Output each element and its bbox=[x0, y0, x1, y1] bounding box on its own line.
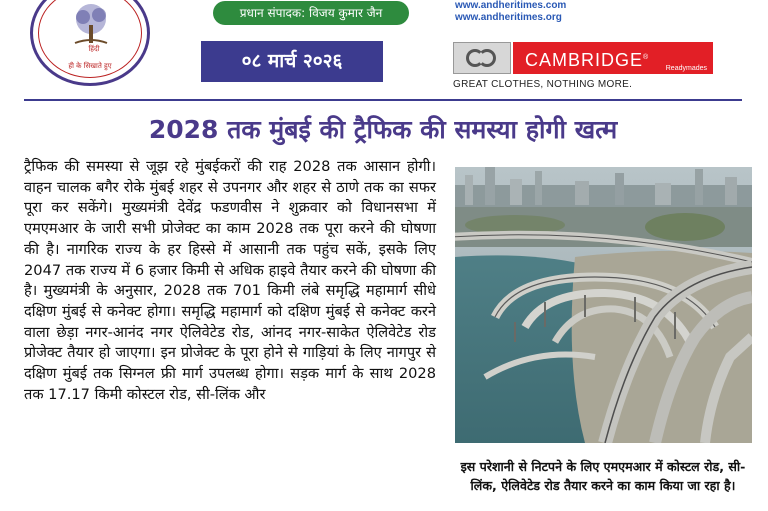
header-divider bbox=[24, 99, 742, 101]
article-headline: 2028 तक मुंबई की ट्रैफिक की समस्या होगी खत्म bbox=[148, 115, 618, 144]
logo-ring-text: ही के सिखाते हुए bbox=[68, 62, 112, 70]
article-body: ट्रैफिक की समस्या से जूझ रहे मुंबईकरों की राह 2028 तक आसान होगी। वाहन चालक बगैर रोके मुंबई शहर से उपनगर और शहर से ठाणे तक का सफर पूरा कर सकेंगे। मुख्यमंत्री देवेंद्र फडणवीस ने शुक्रवार को विधानसभा में एमएमआर के जारी सभी प्रोजेक्ट का काम 2028 तक पूरा करने की घोषणा की है। नागरिक राज्य के हर हिस्से में आसानी तक पहुंच सकें, इसके लिए 2047 तक राज्य में 6 हजार किमी से अधिक हाइवे तैयार करने की घोषणा की है। मुख्यमंत्री के अनुसार, 2028 तक 701 किमी लंबे समृद्धि महामार्ग सीधे दक्षिण मुंबई से कनेक्ट होगा। समृद्धि महामार्ग को दक्षिण मुंबई से कनेक्ट करने वाला छेड़ा नगर-आनंद नगर ऐलिवेटेड रोड, आंनद नगर-साकेत ऐलिवेटेड रोड प्रोजेक्ट तैयार हो जाएगा। इन प्रोजेक्ट के पूरा होने से गाड़ियां के लिए नागपुर से दक्षिण मुंबई तक सिग्नल फ्री मार्ग उपलब्ध होगा। सड़क मार्ग के साथ 2028 तक 17.17 किमी कोस्टल रोड, सी-लिंक और bbox=[24, 158, 436, 403]
website-link-com[interactable]: www.andheritimes.com bbox=[455, 0, 567, 11]
chief-editor-label: प्रधान संपादक: विजय कुमार जैन bbox=[213, 1, 409, 25]
tree-icon bbox=[71, 3, 111, 47]
ad-tagline: GREAT CLOTHES, NOTHING MORE. bbox=[453, 79, 633, 90]
cambridge-advertisement[interactable] bbox=[453, 40, 713, 90]
ad-brand-sub: Readymades bbox=[665, 65, 707, 72]
issue-date: ०८ मार्च २०२६ bbox=[201, 41, 383, 82]
article-photo-elevated-road bbox=[455, 167, 752, 443]
ad-brand: CAMBRIDGE® Readymades bbox=[513, 42, 713, 74]
masthead-logo bbox=[30, 0, 150, 86]
photo-caption: इस परेशानी से निटपने के लिए एमएमआर में कोस्टल रोड, सी-लिंक, ऐलिवेटेड रोड तैयार करने का काम किया जा रहा है। bbox=[460, 459, 746, 493]
ad-brand-name: CAMBRIDGE bbox=[525, 50, 644, 70]
flyover-aerial-image bbox=[455, 167, 752, 443]
website-link-org[interactable]: www.andheritimes.org bbox=[455, 12, 562, 23]
cambridge-logo-icon bbox=[453, 42, 511, 74]
logo-text: हिंदी bbox=[88, 45, 100, 53]
